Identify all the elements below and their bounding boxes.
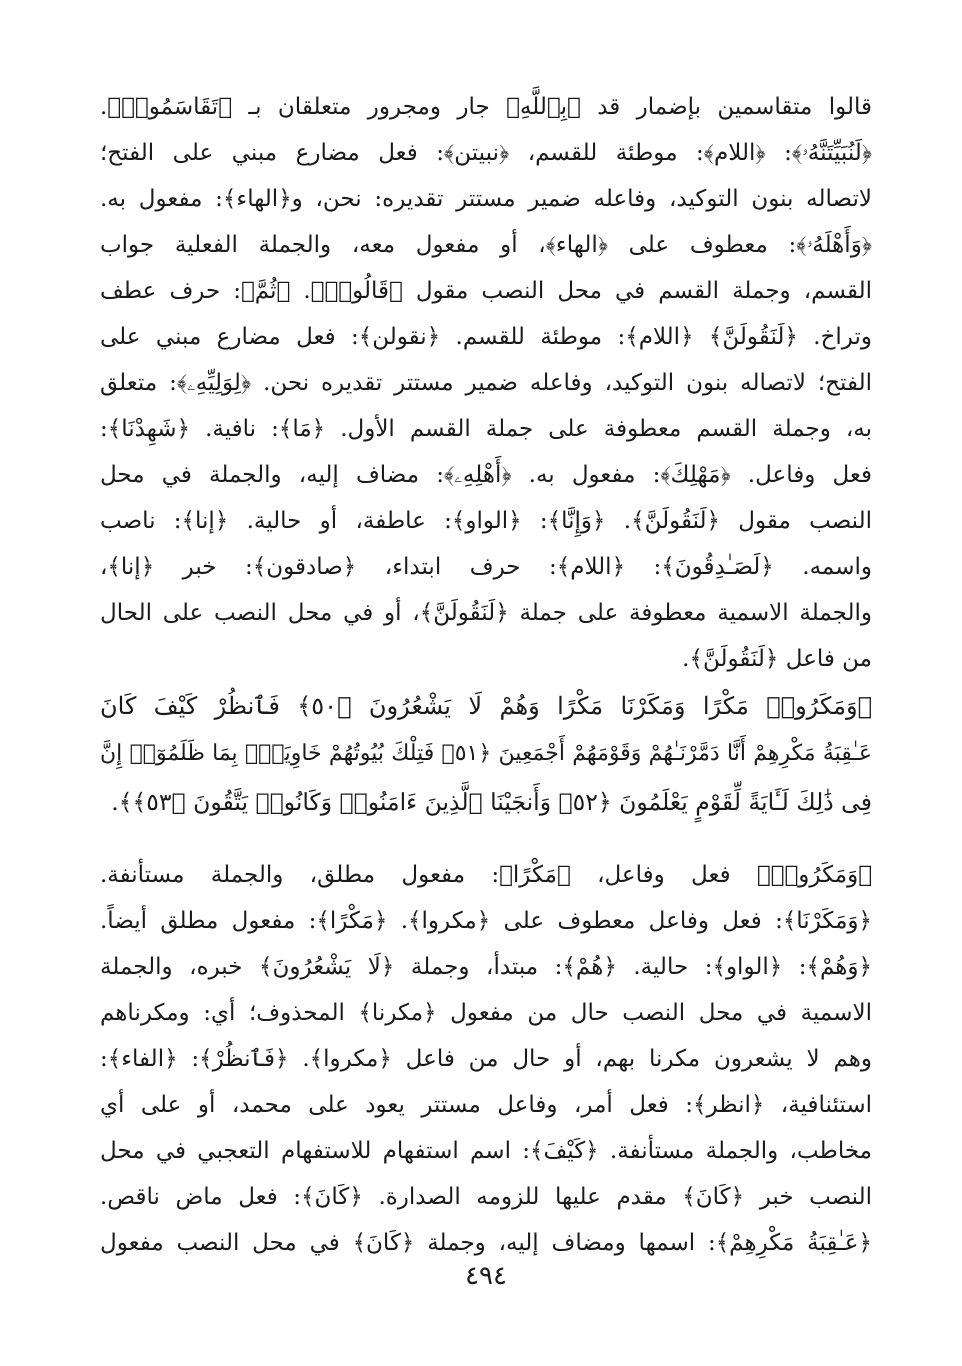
quran-verse-block bbox=[100, 682, 872, 826]
text-line: النصب خبر ﴿كَانَ﴾ مقدم عليها للزومه الصدارة. ﴿كَانَ﴾: فعل ماض ناقص. bbox=[100, 1184, 872, 1210]
paragraph-grammar-analysis-2 bbox=[100, 852, 872, 1266]
text-line: مخاطب، والجملة مستأنفة. ﴿كَيْفَ﴾: اسم استفهام للاستفهام التعجبي في محل bbox=[100, 1138, 872, 1164]
text-line: الفتح؛ لاتصاله بنون التوكيد، وفاعله ضمير مستتر تقديره نحن. ﴿لِوَلِيِّهِۦ﴾: متعلق bbox=[100, 370, 872, 396]
document-page bbox=[100, 80, 872, 1310]
text-line: والجملة الاسمية معطوفة على جملة ﴿لَنَقُولَنَّ﴾، أو في محل النصب على الحال bbox=[100, 600, 872, 626]
text-line: ﴿لَنُبَيِّتَنَّهُۥ﴾: ﴿اللام﴾: موطئة للقسم، ﴿نبيتن﴾: فعل مضارع مبني على الفتح؛ bbox=[100, 140, 872, 166]
verse-line: ﴿وَمَكَرُوا۟ مَكْرًا وَمَكَرْنَا مَكْرًا وَهُمْ لَا يَشْعُرُونَ ﴿٥٠﴾ فَٱنظُرْ كَيْفَ كَانَ bbox=[100, 692, 872, 720]
verse-line: فِى ذَٰلِكَ لَـَٔايَةً لِّقَوْمٍ يَعْلَمُونَ ﴿٥٢﴾ وَأَنجَيْنَا ٱلَّذِينَ ءَامَنُوا۟ وَكَانُوا۟ يَتَّقُونَ ﴿٥٣﴾﴾. bbox=[111, 788, 872, 816]
text-line: ﴿عَـٰقِبَةُ مَكْرِهِمْ﴾: اسمها ومضاف إليه، وجملة ﴿كَانَ﴾ في محل النصب مفعول bbox=[100, 1230, 872, 1256]
page-number: ٤٩٤ bbox=[465, 1261, 507, 1291]
text-line: به، وجملة القسم معطوفة على جملة القسم الأول. ﴿مَا﴾: نافية. ﴿شَهِدْنَا﴾: bbox=[100, 416, 872, 442]
verse-line: عَـٰقِبَةُ مَكْرِهِمْ أَنَّا دَمَّرْنَـٰهُمْ وَقَوْمَهُمْ أَجْمَعِينَ ﴿٥١﴾ فَتِلْكَ بُيُوتُهُمْ خَاوِيَةًۢ بِمَا ظَلَمُوٓا۟ إِنَّ bbox=[100, 741, 872, 766]
text-line: وتراخ. ﴿لَنَقُولَنَّ﴾ ﴿اللام﴾: موطئة للقسم. ﴿نقولن﴾: فعل مضارع مبني على bbox=[100, 324, 872, 350]
text-line: استئنافية، ﴿انظر﴾: فعل أمر، وفاعل مستتر يعود على محمد، أو على أي bbox=[100, 1092, 872, 1118]
text-line: ﴿وَهُمْ﴾: ﴿الواو﴾: حالية. ﴿هُمْ﴾: مبتدأ، وجملة ﴿لَا يَشْعُرُونَ﴾ خبره، والجملة bbox=[100, 954, 872, 980]
text-line: فعل وفاعل. ﴿مَهْلِكَ﴾: مفعول به. ﴿أَهْلِهِۦ﴾: مضاف إليه، والجملة في محل bbox=[100, 462, 872, 488]
text-line: النصب مقول ﴿لَنَقُولَنَّ﴾. ﴿وَإِنَّا﴾: ﴿الواو﴾: عاطفة، أو حالية. ﴿إنا﴾: ناصب bbox=[100, 508, 872, 534]
text-line: ﴿وَمَكَرُوا۟﴾ فعل وفاعل، ﴿مَكْرًا﴾: مفعول مطلق، والجملة مستأنفة. bbox=[100, 862, 872, 888]
text-line: ﴿وَأَهْلَهُۥ﴾: معطوف على ﴿الهاء﴾، أو مفعول معه، والجملة الفعلية جواب bbox=[100, 232, 872, 258]
text-line: لاتصاله بنون التوكيد، وفاعله ضمير مستتر تقديره: نحن، و﴿الهاء﴾: مفعول به. bbox=[100, 186, 872, 212]
text-line: القسم، وجملة القسم في محل النصب مقول ﴿قَالُوا۟﴾. ﴿ثُمَّ﴾: حرف عطف bbox=[100, 278, 872, 304]
text-line: من فاعل ﴿لَنَقُولَنَّ﴾. bbox=[682, 646, 872, 672]
text-line: واسمه. ﴿لَصَـٰدِقُونَ﴾: ﴿اللام﴾: حرف ابتداء، ﴿صادقون﴾: خبر ﴿إنا﴾، bbox=[100, 554, 872, 580]
paragraph-grammar-analysis-1 bbox=[100, 84, 872, 682]
text-line: قالوا متقاسمين بإضمار قد ﴿بِٱللَّهِ﴾ جار ومجرور متعلقان بـ ﴿تَقَاسَمُوا۟﴾. bbox=[100, 94, 872, 120]
text-line: الاسمية في محل النصب حال من مفعول ﴿مكرنا﴾ المحذوف؛ أي: ومكرناهم bbox=[100, 1000, 872, 1026]
text-line: وهم لا يشعرون مكرنا بهم، أو حال من فاعل ﴿مكروا﴾. ﴿فَٱنظُرْ﴾: ﴿الفاء﴾: bbox=[100, 1046, 872, 1072]
text-line: ﴿وَمَكَرْنَا﴾: فعل وفاعل معطوف على ﴿مكروا﴾. ﴿مَكْرًا﴾: مفعول مطلق أيضاً. bbox=[100, 908, 872, 934]
